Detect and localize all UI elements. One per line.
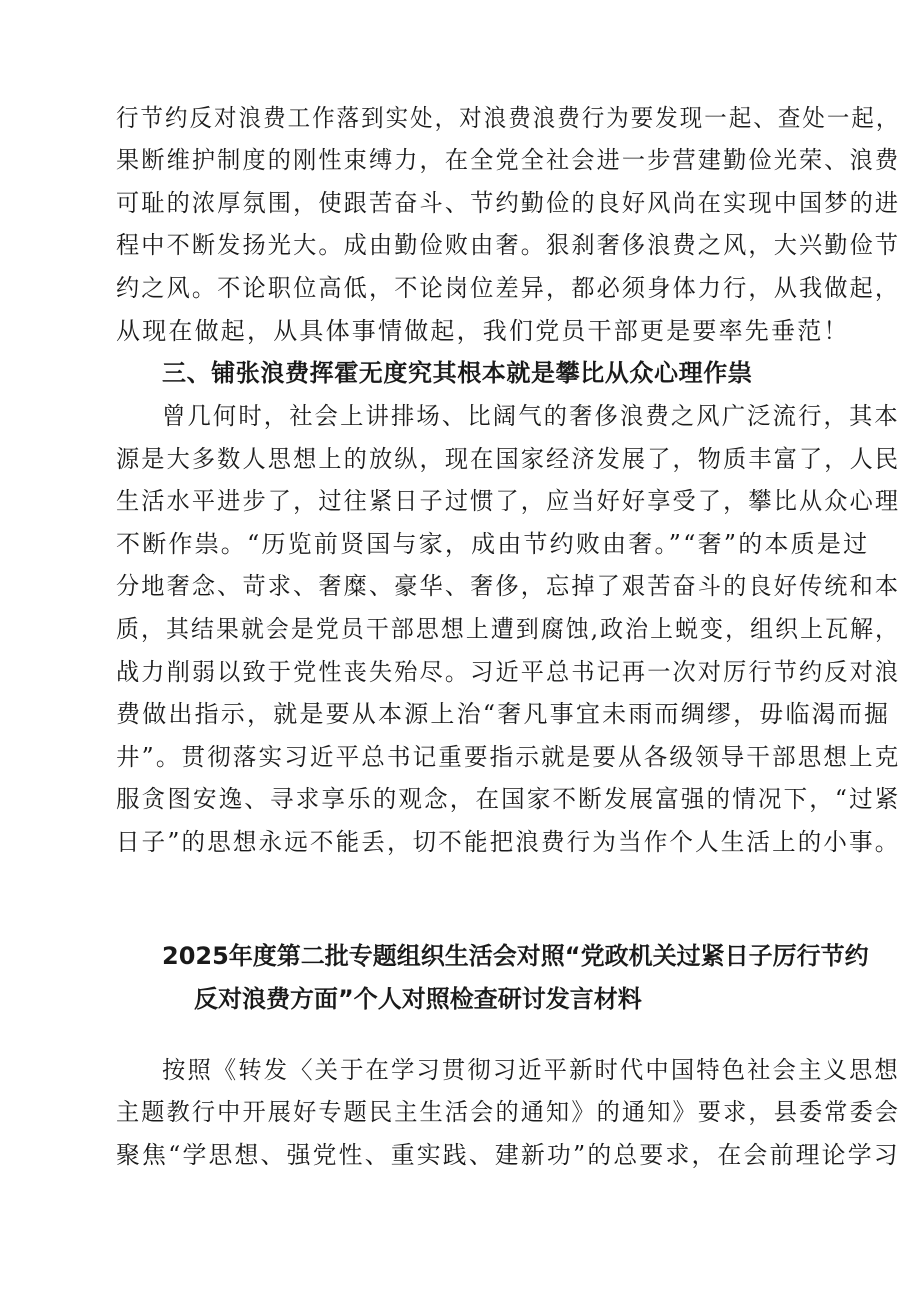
text-line: 生活水平进步了，过往紧日子过惯了，应当好好享受了，攀比从众心理 — [116, 487, 901, 515]
text-line: 从现在做起，从具体事情做起，我们党员干部更是要率先垂范！ — [116, 317, 850, 345]
article-title-line: 反对浪费方面”个人对照检查研讨发言材料 — [194, 985, 642, 1013]
text-line: 果断维护制度的刚性束缚力，在全党全社会进一步营建勤俭光荣、浪费 — [116, 146, 901, 174]
text-line: 曾几何时，社会上讲排场、比阔气的奢侈浪费之风广泛流行，其本 — [162, 402, 900, 430]
text-line: 按照《转发〈关于在学习贯彻习近平新时代中国特色社会主义思想 — [162, 1056, 900, 1084]
text-line: 不断作祟。“历览前贤国与家，成由节约败由奢。”“奢”的本质是过 — [116, 530, 870, 558]
text-line: 源是大多数人思想上的放纵，现在国家经济发展了，物质丰富了，人民 — [116, 445, 901, 473]
text-line: 程中不断发扬光大。成由勤俭败由奢。狠刹奢侈浪费之风，大兴勤俭节 — [116, 231, 901, 259]
text-line: 分地奢念、苛求、奢糜、豪华、奢侈，忘掉了艰苦奋斗的良好传统和本 — [116, 572, 901, 600]
section-heading: 三、铺张浪费挥霍无度究其根本就是攀比从众心理作祟 — [162, 359, 753, 387]
text-line: 服贪图安逸、寻求享乐的观念，在国家不断发展富强的情况下，“过紧 — [116, 785, 901, 813]
text-line: 战力削弱以致于党性丧失殆尽。习近平总书记再一次对厉行节约反对浪 — [116, 658, 901, 686]
text-line: 聚焦“学思想、强党性、重实践、建新功”的总要求，在会前理论学习 — [116, 1141, 900, 1169]
text-line: 主题教行中开展好专题民主生活会的通知》的通知》要求，县委常委会 — [116, 1098, 901, 1126]
text-line: 费做出指示，就是要从本源上治“奢凡事宜未雨而绸缪，毋临渴而掘 — [116, 700, 891, 728]
text-line: 行节约反对浪费工作落到实处，对浪费浪费行为要发现一起、查处一起， — [116, 104, 901, 132]
text-line: 井”。贯彻落实习近平总书记重要指示就是要从各级领导干部思想上克 — [116, 743, 901, 771]
article-title-line: 2025年度第二批专题组织生活会对照“党政机关过紧日子厉行节约 — [162, 942, 869, 970]
text-line: 可耻的浓厚氛围，使跟苦奋斗、节约勤俭的良好风尚在实现中国梦的进 — [116, 189, 901, 217]
text-line: 约之风。不论职位高低，不论岗位差异，都必须身体力行，从我做起， — [116, 274, 901, 302]
text-line: 日子”的思想永远不能丢，切不能把浪费行为当作个人生活上的小事。 — [116, 828, 901, 856]
text-line: 质，其结果就会是党员干部思想上遭到腐蚀,政治上蜕变，组织上瓦解， — [116, 615, 901, 643]
